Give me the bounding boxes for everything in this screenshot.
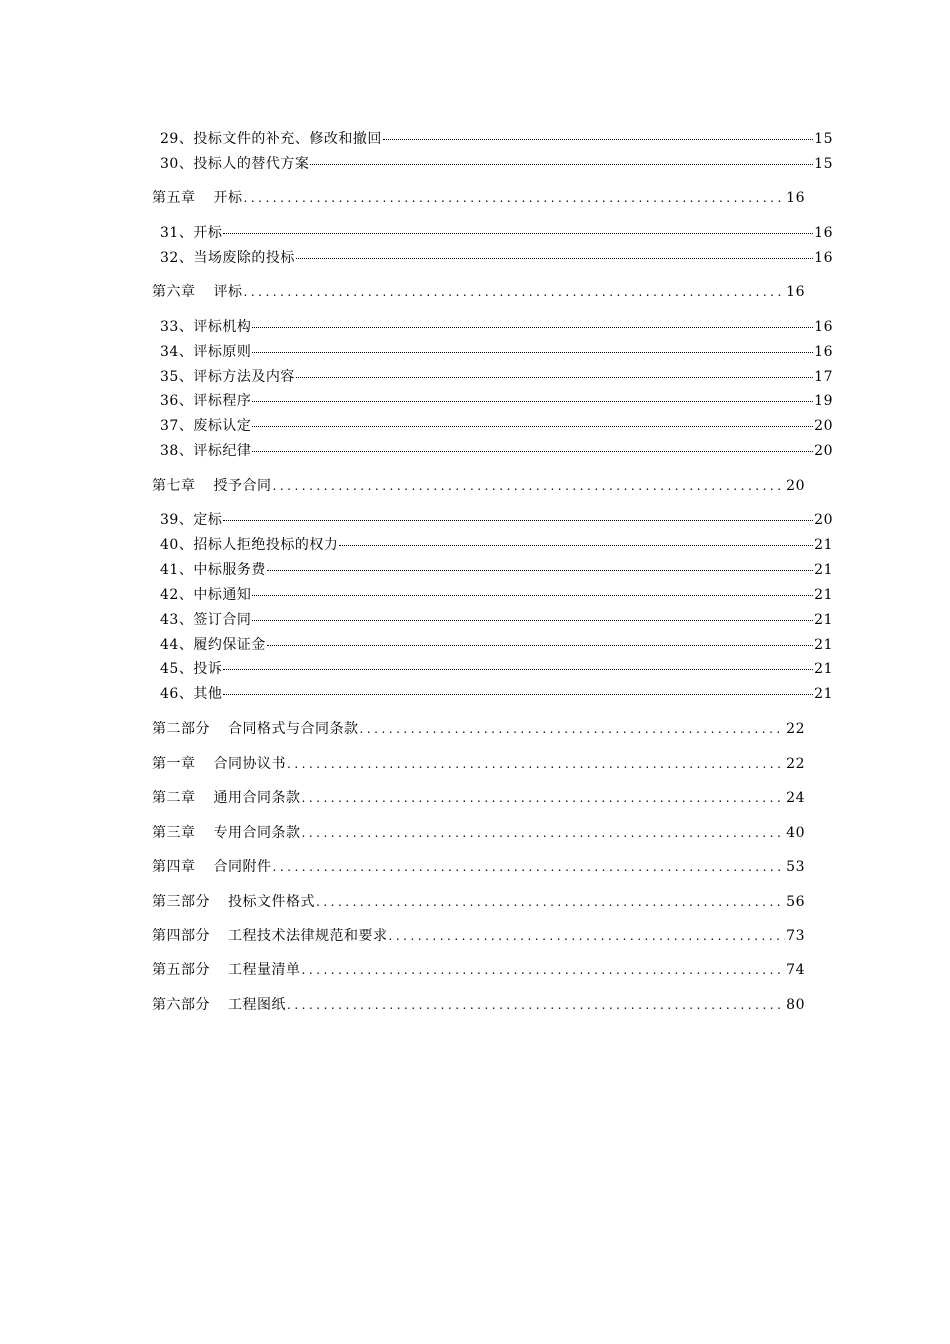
dot-leader [302, 963, 786, 977]
dot-leader [360, 722, 786, 736]
dot-leader [316, 895, 785, 909]
toc-heading[interactable] [152, 753, 805, 773]
toc-heading-prefix: 第二部分 [152, 721, 210, 737]
toc-heading[interactable] [152, 925, 805, 945]
toc-heading-page: 16 [786, 190, 805, 206]
toc-heading[interactable] [152, 856, 805, 876]
dot-leader [287, 757, 785, 771]
toc-heading-label [152, 891, 315, 911]
dot-leader [252, 400, 813, 402]
toc-entry[interactable] [160, 247, 833, 267]
dot-leader [296, 376, 813, 378]
toc-entry-page: 16 [814, 225, 833, 241]
toc-entry[interactable] [160, 658, 833, 678]
dot-leader [223, 232, 813, 234]
toc-heading-page: 22 [786, 756, 805, 772]
toc-heading[interactable] [152, 891, 805, 911]
toc-heading-page: 24 [786, 790, 805, 806]
dot-leader [287, 998, 785, 1012]
toc-heading-title: 通用合同条款 [213, 790, 301, 806]
toc-heading-page: 73 [786, 928, 805, 944]
toc-heading-title: 工程量清单 [228, 962, 301, 978]
toc-entry-label: 37、废标认定 [160, 418, 252, 434]
toc-entry[interactable] [160, 222, 833, 242]
toc-heading-page: 80 [786, 997, 805, 1013]
dot-leader [252, 326, 813, 328]
dot-leader [267, 569, 813, 571]
toc-heading-label [152, 994, 286, 1014]
toc-entry-page: 21 [814, 686, 833, 702]
toc-entry[interactable] [160, 683, 833, 703]
toc-heading-label [152, 753, 286, 773]
toc-heading[interactable] [152, 822, 805, 842]
toc-entry-label: 35、评标方法及内容 [160, 369, 295, 385]
toc-heading-page: 16 [786, 284, 805, 300]
toc-heading-prefix: 第五部分 [152, 962, 210, 978]
toc-heading[interactable] [152, 994, 805, 1014]
toc-heading[interactable] [152, 187, 805, 207]
toc-entry-page: 16 [814, 319, 833, 335]
toc-heading-label [152, 281, 243, 301]
toc-entry-page: 20 [814, 418, 833, 434]
toc-heading-label [152, 718, 359, 738]
toc-entry-page: 21 [814, 587, 833, 603]
toc-heading-prefix: 第四部分 [152, 928, 210, 944]
toc-entry-label: 32、当场废除的投标 [160, 250, 295, 266]
toc-entry-label: 38、评标纪律 [160, 443, 252, 459]
toc-heading-title: 开标 [213, 190, 243, 206]
toc-entry[interactable] [160, 509, 833, 529]
dot-leader [252, 351, 813, 353]
toc-heading[interactable] [152, 718, 805, 738]
toc-heading-prefix: 第六部分 [152, 997, 210, 1013]
toc-heading[interactable] [152, 959, 805, 979]
toc-heading-label [152, 856, 272, 876]
toc-entry[interactable] [160, 366, 833, 386]
toc-entry-label: 36、评标程序 [160, 393, 252, 409]
toc-heading-title: 投标文件格式 [228, 894, 315, 910]
toc-heading-title: 合同格式与合同条款 [228, 721, 359, 737]
toc-entry[interactable] [160, 559, 833, 579]
toc-heading-title: 评标 [213, 284, 243, 300]
dot-leader [252, 594, 813, 596]
toc-heading-prefix: 第三章 [152, 825, 196, 841]
toc-entry[interactable] [160, 128, 833, 148]
toc-heading[interactable] [152, 787, 805, 807]
toc-heading-prefix: 第三部分 [152, 894, 210, 910]
toc-entry-label: 46、其他 [160, 686, 223, 702]
toc-entry-page: 15 [814, 131, 833, 147]
toc-entry[interactable] [160, 534, 833, 554]
toc-entry-page: 21 [814, 612, 833, 628]
toc-entry[interactable] [160, 153, 833, 173]
toc-heading-label [152, 959, 301, 979]
dot-leader [273, 860, 786, 874]
toc-heading-title: 工程图纸 [228, 997, 286, 1013]
toc-heading-label [152, 925, 388, 945]
dot-leader [252, 619, 813, 621]
toc-entry-page: 21 [814, 562, 833, 578]
toc-entry[interactable] [160, 634, 833, 654]
dot-leader [223, 693, 813, 695]
toc-heading-page: 74 [786, 962, 805, 978]
toc-entry-page: 20 [814, 443, 833, 459]
toc-entry-label: 44、履约保证金 [160, 637, 266, 653]
toc-heading-title: 授予合同 [213, 478, 272, 494]
dot-leader [223, 668, 813, 670]
dot-leader [267, 644, 813, 646]
toc-entry-page: 15 [814, 156, 833, 172]
toc-entry[interactable] [160, 440, 833, 460]
dot-leader [252, 425, 813, 427]
toc-heading-prefix: 第四章 [152, 859, 196, 875]
toc-entry-page: 21 [814, 537, 833, 553]
toc-heading-title: 合同协议书 [213, 756, 286, 772]
toc-heading-prefix: 第六章 [152, 284, 196, 300]
toc-entry[interactable] [160, 415, 833, 435]
toc-heading-page: 40 [786, 825, 805, 841]
toc-heading-prefix: 第五章 [152, 190, 196, 206]
toc-heading-page: 56 [786, 894, 805, 910]
toc-entry-label: 31、开标 [160, 225, 223, 241]
toc-entry-label: 41、中标服务费 [160, 562, 266, 578]
dot-leader [244, 285, 786, 299]
toc-entry-label: 42、中标通知 [160, 587, 252, 603]
dot-leader [296, 257, 813, 259]
toc-heading[interactable] [152, 475, 805, 495]
toc-entry-label: 33、评标机构 [160, 319, 252, 335]
toc-heading-page: 22 [786, 721, 805, 737]
toc-entry-page: 16 [814, 250, 833, 266]
toc-entry-label: 40、招标人拒绝投标的权力 [160, 537, 339, 553]
toc-entry-page: 16 [814, 344, 833, 360]
dot-leader [273, 479, 786, 493]
toc-heading-prefix: 第七章 [152, 478, 196, 494]
dot-leader [223, 519, 813, 521]
toc-entry-label: 45、投诉 [160, 661, 223, 677]
toc-entry-page: 17 [814, 369, 833, 385]
toc-heading-page: 20 [786, 478, 805, 494]
toc-heading-label [152, 187, 243, 207]
toc-heading-title: 合同附件 [213, 859, 272, 875]
toc-heading-title: 工程技术法律规范和要求 [228, 928, 388, 944]
toc-entry-page: 21 [814, 637, 833, 653]
toc-entry-page: 20 [814, 512, 833, 528]
dot-leader [383, 138, 813, 140]
toc-heading-title: 专用合同条款 [213, 825, 301, 841]
toc-entry[interactable] [160, 390, 833, 410]
toc-entry-label: 39、定标 [160, 512, 223, 528]
toc-entry[interactable] [160, 609, 833, 629]
toc-entry[interactable] [160, 584, 833, 604]
dot-leader [389, 929, 786, 943]
dot-leader [302, 791, 786, 805]
toc-heading-label [152, 475, 272, 495]
dot-leader [244, 191, 786, 205]
toc-entry[interactable] [160, 341, 833, 361]
toc-entry-label: 43、签订合同 [160, 612, 252, 628]
toc-heading[interactable] [152, 281, 805, 301]
toc-entry[interactable] [160, 316, 833, 336]
dot-leader [339, 544, 813, 546]
toc-entry-label: 34、评标原则 [160, 344, 252, 360]
toc-heading-label [152, 822, 301, 842]
toc-entry-page: 19 [814, 393, 833, 409]
toc-heading-label [152, 787, 301, 807]
toc-heading-prefix: 第二章 [152, 790, 196, 806]
toc-heading-page: 53 [786, 859, 805, 875]
toc-heading-prefix: 第一章 [152, 756, 196, 772]
dot-leader [310, 163, 813, 165]
toc-entry-page: 21 [814, 661, 833, 677]
toc-entry-label: 30、投标人的替代方案 [160, 156, 310, 172]
dot-leader [302, 826, 786, 840]
dot-leader [252, 450, 813, 452]
toc-entry-label: 29、投标文件的补充、修改和撤回 [160, 131, 382, 147]
